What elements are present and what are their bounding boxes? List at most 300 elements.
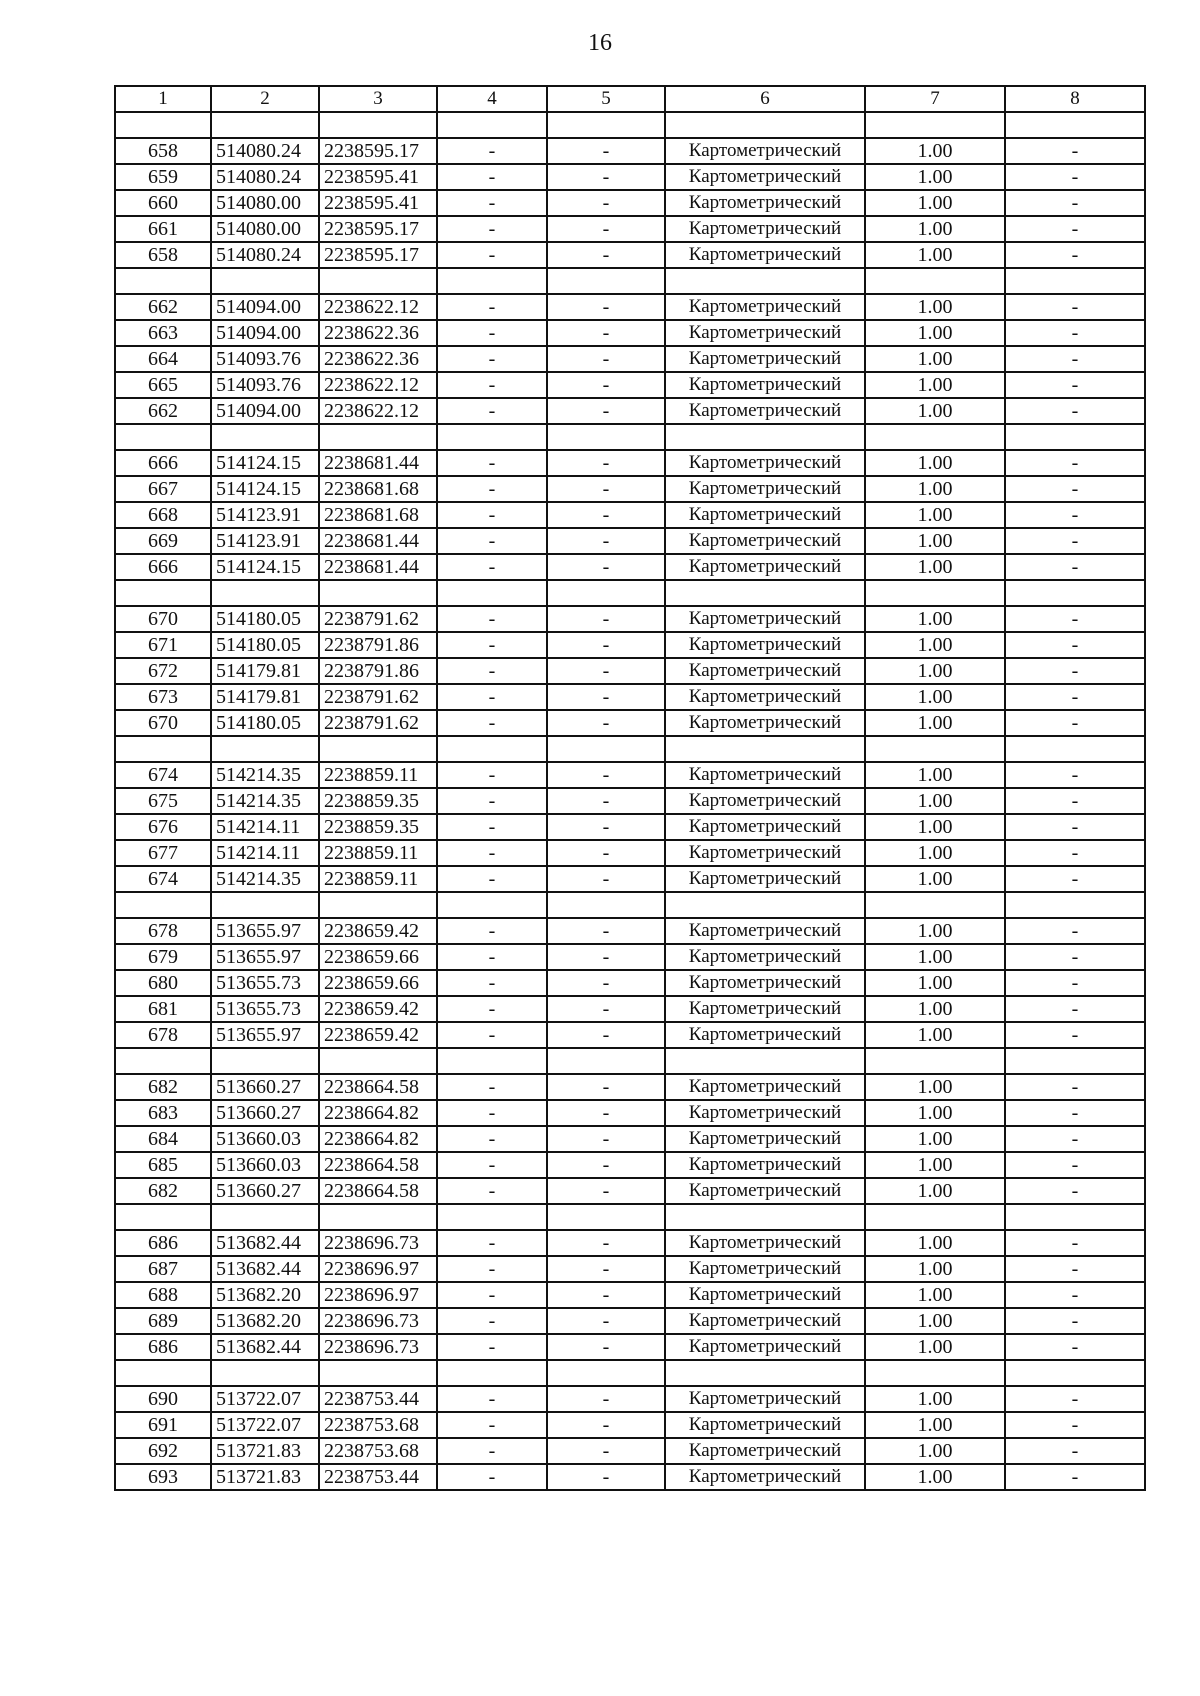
point-number-cell: 660	[115, 190, 211, 216]
point-number-cell: 677	[115, 840, 211, 866]
table-row	[115, 840, 1145, 866]
accuracy-cell: 1.00	[865, 1100, 1005, 1126]
separator-row	[115, 268, 1145, 294]
column-header-6: 6	[665, 86, 865, 112]
table-row	[115, 1438, 1145, 1464]
method-cell: Картометрический	[665, 762, 865, 788]
col5-cell: -	[547, 346, 665, 372]
y-coordinate-cell: 2238696.73	[319, 1308, 437, 1334]
y-coordinate-cell: 2238681.68	[319, 476, 437, 502]
separator-row	[115, 1204, 1145, 1230]
col4-cell: -	[437, 346, 547, 372]
col4-cell	[437, 736, 547, 762]
col8-cell: -	[1005, 762, 1145, 788]
col5-cell: -	[547, 840, 665, 866]
y-coordinate-cell: 2238753.68	[319, 1412, 437, 1438]
method-cell: Картометрический	[665, 216, 865, 242]
col5-cell: -	[547, 970, 665, 996]
col4-cell: -	[437, 1464, 547, 1490]
separator-row	[115, 580, 1145, 606]
col4-cell: -	[437, 476, 547, 502]
accuracy-cell: 1.00	[865, 1022, 1005, 1048]
col4-cell	[437, 1204, 547, 1230]
col5-cell: -	[547, 372, 665, 398]
col8-cell: -	[1005, 502, 1145, 528]
separator-row	[115, 1048, 1145, 1074]
col5-cell: -	[547, 502, 665, 528]
y-coordinate-cell: 2238681.44	[319, 554, 437, 580]
col8-cell: -	[1005, 138, 1145, 164]
x-coordinate-cell	[211, 736, 319, 762]
point-number-cell: 689	[115, 1308, 211, 1334]
x-coordinate-cell: 514180.05	[211, 632, 319, 658]
method-cell: Картометрический	[665, 1334, 865, 1360]
point-number-cell: 666	[115, 450, 211, 476]
y-coordinate-cell: 2238622.12	[319, 372, 437, 398]
method-cell: Картометрический	[665, 528, 865, 554]
col8-cell: -	[1005, 320, 1145, 346]
col5-cell: -	[547, 944, 665, 970]
y-coordinate-cell: 2238681.68	[319, 502, 437, 528]
x-coordinate-cell: 513721.83	[211, 1464, 319, 1490]
col8-cell: -	[1005, 1100, 1145, 1126]
col5-cell: -	[547, 866, 665, 892]
x-coordinate-cell: 514124.15	[211, 450, 319, 476]
y-coordinate-cell: 2238622.36	[319, 346, 437, 372]
col8-cell	[1005, 1360, 1145, 1386]
col5-cell: -	[547, 1126, 665, 1152]
x-coordinate-cell: 514080.00	[211, 216, 319, 242]
method-cell	[665, 580, 865, 606]
accuracy-cell: 1.00	[865, 294, 1005, 320]
table-row	[115, 944, 1145, 970]
y-coordinate-cell	[319, 424, 437, 450]
col5-cell	[547, 268, 665, 294]
point-number-cell: 658	[115, 242, 211, 268]
col5-cell: -	[547, 658, 665, 684]
col5-cell: -	[547, 320, 665, 346]
method-cell	[665, 1204, 865, 1230]
y-coordinate-cell: 2238664.82	[319, 1100, 437, 1126]
x-coordinate-cell: 514093.76	[211, 346, 319, 372]
method-cell: Картометрический	[665, 138, 865, 164]
table-row	[115, 1464, 1145, 1490]
accuracy-cell: 1.00	[865, 1152, 1005, 1178]
col5-cell: -	[547, 216, 665, 242]
y-coordinate-cell: 2238791.62	[319, 684, 437, 710]
point-number-cell: 683	[115, 1100, 211, 1126]
method-cell: Картометрический	[665, 294, 865, 320]
col5-cell: -	[547, 788, 665, 814]
point-number-cell: 667	[115, 476, 211, 502]
method-cell	[665, 1360, 865, 1386]
y-coordinate-cell: 2238681.44	[319, 450, 437, 476]
table-row	[115, 1100, 1145, 1126]
method-cell: Картометрический	[665, 866, 865, 892]
table-row	[115, 190, 1145, 216]
col8-cell: -	[1005, 1022, 1145, 1048]
column-header-7: 7	[865, 86, 1005, 112]
accuracy-cell: 1.00	[865, 476, 1005, 502]
table-row	[115, 502, 1145, 528]
col8-cell: -	[1005, 684, 1145, 710]
y-coordinate-cell: 2238659.42	[319, 1022, 437, 1048]
method-cell: Картометрический	[665, 346, 865, 372]
accuracy-cell: 1.00	[865, 1386, 1005, 1412]
col8-cell: -	[1005, 164, 1145, 190]
col8-cell	[1005, 736, 1145, 762]
y-coordinate-cell: 2238595.17	[319, 216, 437, 242]
point-number-cell: 682	[115, 1074, 211, 1100]
col4-cell: -	[437, 788, 547, 814]
method-cell: Картометрический	[665, 996, 865, 1022]
point-number-cell: 672	[115, 658, 211, 684]
method-cell	[665, 892, 865, 918]
method-cell: Картометрический	[665, 476, 865, 502]
method-cell: Картометрический	[665, 1308, 865, 1334]
y-coordinate-cell: 2238664.58	[319, 1152, 437, 1178]
col4-cell: -	[437, 918, 547, 944]
col4-cell: -	[437, 294, 547, 320]
table-row	[115, 1126, 1145, 1152]
accuracy-cell: 1.00	[865, 450, 1005, 476]
accuracy-cell	[865, 424, 1005, 450]
y-coordinate-cell	[319, 268, 437, 294]
x-coordinate-cell: 514093.76	[211, 372, 319, 398]
col5-cell	[547, 892, 665, 918]
col5-cell	[547, 1360, 665, 1386]
col8-cell: -	[1005, 554, 1145, 580]
point-number-cell: 674	[115, 866, 211, 892]
table-row	[115, 216, 1145, 242]
method-cell: Картометрический	[665, 1100, 865, 1126]
y-coordinate-cell	[319, 580, 437, 606]
col8-cell: -	[1005, 294, 1145, 320]
point-number-cell: 690	[115, 1386, 211, 1412]
method-cell: Картометрический	[665, 450, 865, 476]
page-number: 16	[588, 30, 612, 56]
point-number-cell: 670	[115, 606, 211, 632]
column-header-4: 4	[437, 86, 547, 112]
method-cell: Картометрический	[665, 814, 865, 840]
col4-cell: -	[437, 1438, 547, 1464]
y-coordinate-cell: 2238791.62	[319, 710, 437, 736]
col4-cell: -	[437, 1100, 547, 1126]
col4-cell: -	[437, 996, 547, 1022]
x-coordinate-cell: 514094.00	[211, 294, 319, 320]
col4-cell: -	[437, 1230, 547, 1256]
accuracy-cell: 1.00	[865, 164, 1005, 190]
method-cell: Картометрический	[665, 970, 865, 996]
method-cell: Картометрический	[665, 944, 865, 970]
col5-cell: -	[547, 1178, 665, 1204]
table-row	[115, 242, 1145, 268]
table-row	[115, 970, 1145, 996]
point-number-cell	[115, 736, 211, 762]
col4-cell: -	[437, 1412, 547, 1438]
col8-cell	[1005, 112, 1145, 138]
x-coordinate-cell	[211, 268, 319, 294]
y-coordinate-cell: 2238622.12	[319, 398, 437, 424]
method-cell: Картометрический	[665, 658, 865, 684]
x-coordinate-cell: 513682.44	[211, 1256, 319, 1282]
column-header-2: 2	[211, 86, 319, 112]
x-coordinate-cell: 513682.20	[211, 1308, 319, 1334]
accuracy-cell: 1.00	[865, 632, 1005, 658]
col4-cell: -	[437, 1386, 547, 1412]
y-coordinate-cell: 2238791.62	[319, 606, 437, 632]
table-row	[115, 450, 1145, 476]
table-row	[115, 1282, 1145, 1308]
col4-cell: -	[437, 1308, 547, 1334]
col5-cell: -	[547, 398, 665, 424]
col8-cell: -	[1005, 866, 1145, 892]
method-cell: Картометрический	[665, 710, 865, 736]
method-cell: Картометрический	[665, 554, 865, 580]
y-coordinate-cell: 2238659.66	[319, 944, 437, 970]
table-row	[115, 684, 1145, 710]
accuracy-cell: 1.00	[865, 1282, 1005, 1308]
x-coordinate-cell: 513660.27	[211, 1100, 319, 1126]
x-coordinate-cell: 513655.97	[211, 918, 319, 944]
x-coordinate-cell: 513655.97	[211, 944, 319, 970]
y-coordinate-cell: 2238859.35	[319, 814, 437, 840]
x-coordinate-cell: 514180.05	[211, 710, 319, 736]
x-coordinate-cell: 514214.11	[211, 840, 319, 866]
accuracy-cell: 1.00	[865, 684, 1005, 710]
point-number-cell: 684	[115, 1126, 211, 1152]
accuracy-cell: 1.00	[865, 944, 1005, 970]
table-row	[115, 476, 1145, 502]
col5-cell: -	[547, 606, 665, 632]
point-number-cell: 670	[115, 710, 211, 736]
x-coordinate-cell: 514094.00	[211, 320, 319, 346]
point-number-cell: 679	[115, 944, 211, 970]
y-coordinate-cell: 2238664.58	[319, 1178, 437, 1204]
y-coordinate-cell: 2238791.86	[319, 658, 437, 684]
col5-cell: -	[547, 1152, 665, 1178]
col5-cell: -	[547, 1464, 665, 1490]
y-coordinate-cell: 2238859.11	[319, 840, 437, 866]
point-number-cell: 693	[115, 1464, 211, 1490]
col4-cell	[437, 268, 547, 294]
accuracy-cell	[865, 736, 1005, 762]
method-cell: Картометрический	[665, 164, 865, 190]
col8-cell: -	[1005, 840, 1145, 866]
method-cell: Картометрический	[665, 788, 865, 814]
point-number-cell: 662	[115, 398, 211, 424]
accuracy-cell: 1.00	[865, 1334, 1005, 1360]
col8-cell: -	[1005, 190, 1145, 216]
table-row	[115, 632, 1145, 658]
y-coordinate-cell	[319, 736, 437, 762]
point-number-cell: 676	[115, 814, 211, 840]
y-coordinate-cell: 2238595.17	[319, 138, 437, 164]
y-coordinate-cell: 2238595.41	[319, 190, 437, 216]
point-number-cell	[115, 892, 211, 918]
x-coordinate-cell: 514214.11	[211, 814, 319, 840]
accuracy-cell: 1.00	[865, 138, 1005, 164]
col5-cell: -	[547, 684, 665, 710]
accuracy-cell: 1.00	[865, 216, 1005, 242]
accuracy-cell: 1.00	[865, 242, 1005, 268]
accuracy-cell: 1.00	[865, 762, 1005, 788]
table-row	[115, 164, 1145, 190]
col8-cell: -	[1005, 1308, 1145, 1334]
point-number-cell: 674	[115, 762, 211, 788]
point-number-cell: 685	[115, 1152, 211, 1178]
col5-cell: -	[547, 164, 665, 190]
accuracy-cell: 1.00	[865, 918, 1005, 944]
col5-cell: -	[547, 294, 665, 320]
col4-cell: -	[437, 528, 547, 554]
table-row	[115, 866, 1145, 892]
x-coordinate-cell: 514080.24	[211, 164, 319, 190]
y-coordinate-cell: 2238859.11	[319, 866, 437, 892]
method-cell: Картометрический	[665, 320, 865, 346]
col5-cell: -	[547, 1256, 665, 1282]
col8-cell: -	[1005, 1152, 1145, 1178]
x-coordinate-cell: 513660.27	[211, 1178, 319, 1204]
y-coordinate-cell: 2238664.82	[319, 1126, 437, 1152]
x-coordinate-cell	[211, 580, 319, 606]
y-coordinate-cell: 2238659.42	[319, 996, 437, 1022]
x-coordinate-cell	[211, 112, 319, 138]
col5-cell: -	[547, 1412, 665, 1438]
method-cell	[665, 736, 865, 762]
col5-cell: -	[547, 1386, 665, 1412]
method-cell: Картометрический	[665, 1464, 865, 1490]
separator-row	[115, 424, 1145, 450]
method-cell	[665, 424, 865, 450]
separator-row	[115, 1360, 1145, 1386]
col4-cell: -	[437, 1074, 547, 1100]
col4-cell: -	[437, 554, 547, 580]
col4-cell: -	[437, 398, 547, 424]
method-cell: Картометрический	[665, 840, 865, 866]
col4-cell	[437, 892, 547, 918]
col8-cell: -	[1005, 1126, 1145, 1152]
accuracy-cell: 1.00	[865, 502, 1005, 528]
table-row	[115, 788, 1145, 814]
accuracy-cell	[865, 1360, 1005, 1386]
table-row	[115, 1178, 1145, 1204]
accuracy-cell	[865, 1204, 1005, 1230]
x-coordinate-cell: 513682.44	[211, 1230, 319, 1256]
y-coordinate-cell: 2238664.58	[319, 1074, 437, 1100]
table-row	[115, 1074, 1145, 1100]
col8-cell	[1005, 892, 1145, 918]
point-number-cell: 664	[115, 346, 211, 372]
col5-cell: -	[547, 450, 665, 476]
accuracy-cell: 1.00	[865, 814, 1005, 840]
col4-cell	[437, 1048, 547, 1074]
y-coordinate-cell: 2238859.11	[319, 762, 437, 788]
x-coordinate-cell: 514179.81	[211, 684, 319, 710]
y-coordinate-cell: 2238753.68	[319, 1438, 437, 1464]
x-coordinate-cell	[211, 1360, 319, 1386]
method-cell: Картометрический	[665, 606, 865, 632]
col5-cell: -	[547, 190, 665, 216]
accuracy-cell: 1.00	[865, 658, 1005, 684]
column-header-5: 5	[547, 86, 665, 112]
y-coordinate-cell: 2238696.97	[319, 1256, 437, 1282]
accuracy-cell: 1.00	[865, 996, 1005, 1022]
col8-cell	[1005, 424, 1145, 450]
table-row	[115, 658, 1145, 684]
y-coordinate-cell: 2238859.35	[319, 788, 437, 814]
col8-cell: -	[1005, 216, 1145, 242]
col8-cell: -	[1005, 242, 1145, 268]
point-number-cell: 682	[115, 1178, 211, 1204]
table-row	[115, 138, 1145, 164]
column-header-1: 1	[115, 86, 211, 112]
col8-cell: -	[1005, 632, 1145, 658]
accuracy-cell: 1.00	[865, 788, 1005, 814]
col4-cell	[437, 580, 547, 606]
col4-cell: -	[437, 1334, 547, 1360]
method-cell: Картометрический	[665, 1282, 865, 1308]
table-row	[115, 710, 1145, 736]
separator-row	[115, 892, 1145, 918]
x-coordinate-cell: 514123.91	[211, 528, 319, 554]
y-coordinate-cell	[319, 1204, 437, 1230]
table-row	[115, 1386, 1145, 1412]
y-coordinate-cell: 2238753.44	[319, 1464, 437, 1490]
col4-cell: -	[437, 632, 547, 658]
col4-cell: -	[437, 190, 547, 216]
col4-cell	[437, 112, 547, 138]
col4-cell: -	[437, 866, 547, 892]
point-number-cell: 680	[115, 970, 211, 996]
accuracy-cell	[865, 268, 1005, 294]
col8-cell: -	[1005, 606, 1145, 632]
accuracy-cell: 1.00	[865, 1256, 1005, 1282]
x-coordinate-cell	[211, 1048, 319, 1074]
method-cell: Картометрический	[665, 1386, 865, 1412]
col5-cell: -	[547, 1282, 665, 1308]
point-number-cell: 673	[115, 684, 211, 710]
method-cell: Картометрический	[665, 632, 865, 658]
col4-cell: -	[437, 814, 547, 840]
method-cell: Картометрический	[665, 502, 865, 528]
point-number-cell: 658	[115, 138, 211, 164]
point-number-cell: 687	[115, 1256, 211, 1282]
accuracy-cell: 1.00	[865, 1074, 1005, 1100]
accuracy-cell	[865, 892, 1005, 918]
accuracy-cell	[865, 1048, 1005, 1074]
y-coordinate-cell	[319, 1360, 437, 1386]
x-coordinate-cell: 513722.07	[211, 1412, 319, 1438]
col8-cell: -	[1005, 346, 1145, 372]
method-cell: Картометрический	[665, 1022, 865, 1048]
separator-row	[115, 736, 1145, 762]
table-row	[115, 372, 1145, 398]
point-number-cell: 681	[115, 996, 211, 1022]
col4-cell: -	[437, 164, 547, 190]
point-number-cell: 686	[115, 1334, 211, 1360]
method-cell	[665, 268, 865, 294]
x-coordinate-cell: 514123.91	[211, 502, 319, 528]
col4-cell: -	[437, 138, 547, 164]
col4-cell: -	[437, 450, 547, 476]
y-coordinate-cell	[319, 112, 437, 138]
col4-cell: -	[437, 658, 547, 684]
col8-cell: -	[1005, 1334, 1145, 1360]
x-coordinate-cell: 514080.24	[211, 242, 319, 268]
table-row	[115, 346, 1145, 372]
col4-cell: -	[437, 242, 547, 268]
